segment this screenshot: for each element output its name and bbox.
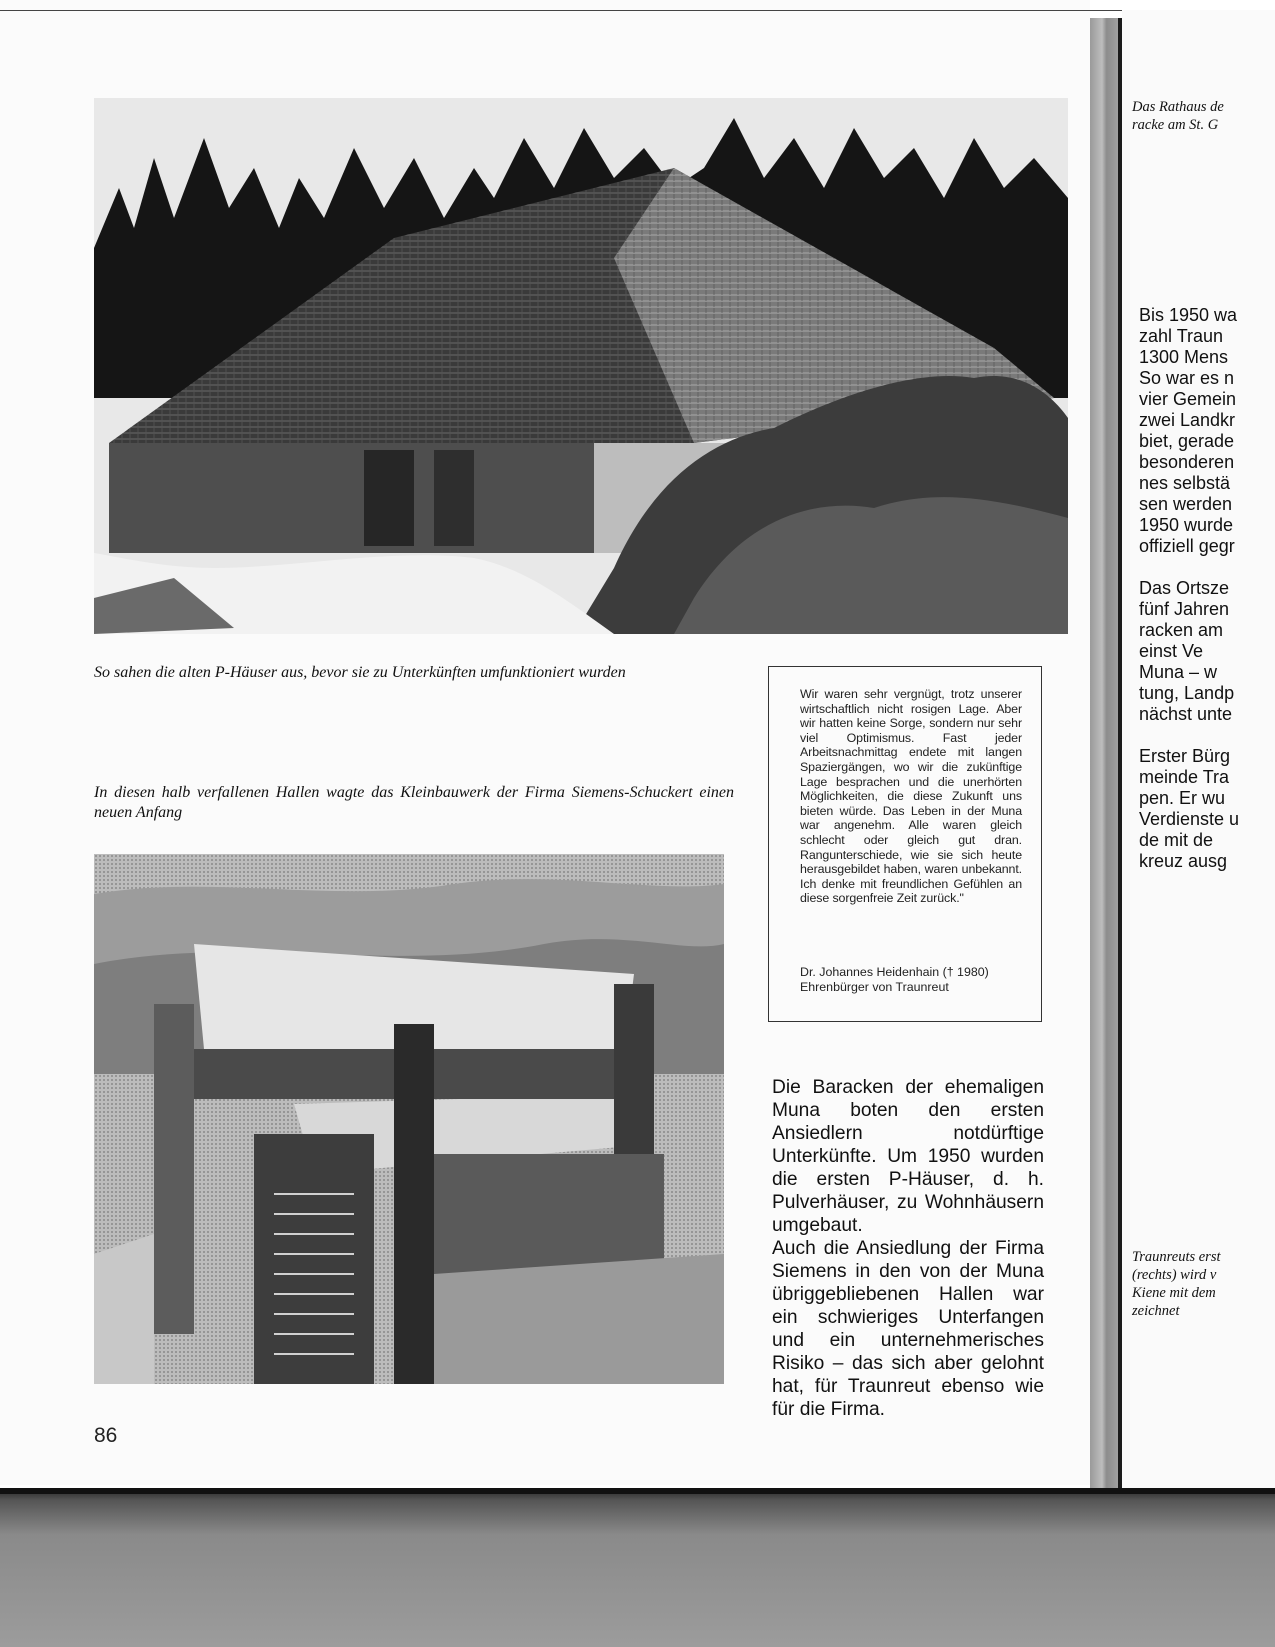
body-text <box>772 1076 1044 1421</box>
right-line: tung, Landp <box>1139 683 1235 703</box>
quote-author-title: Ehrenbürger von Traunreut <box>800 980 949 994</box>
right-line: de mit de <box>1139 830 1214 850</box>
right-line: Verdienste u <box>1139 809 1240 829</box>
right-line: nes selbstä <box>1139 473 1231 493</box>
quote-author <box>800 965 1030 995</box>
right-paragraph-2 <box>1139 578 1239 725</box>
scan-bottom-edge <box>0 1490 1275 1647</box>
page-number: 86 <box>94 1424 118 1447</box>
right-line: 1300 Mens <box>1139 347 1229 367</box>
photo-derelict-halls <box>94 854 724 1384</box>
right-line: Bis 1950 wa <box>1139 305 1238 325</box>
photo-old-powder-house <box>94 98 1068 634</box>
right-line: meinde Tra <box>1139 767 1230 787</box>
right-line: fünf Jahren <box>1139 599 1230 619</box>
right-caption-bottom-line: zeichnet <box>1132 1303 1180 1319</box>
right-caption-top-line: Das Rathaus de <box>1132 99 1224 115</box>
right-line: Muna – w <box>1139 662 1218 682</box>
right-line: zahl Traun <box>1139 326 1224 346</box>
right-paragraph-1 <box>1139 305 1239 557</box>
right-line: offiziell gegr <box>1139 536 1235 556</box>
right-line: biet, gerade <box>1139 431 1235 451</box>
quote-author-name: Dr. Johannes Heidenhain († 1980) <box>800 965 989 979</box>
right-line: pen. Er wu <box>1139 788 1226 808</box>
right-caption-bottom-line: (rechts) wird v <box>1132 1267 1217 1283</box>
right-line: 1950 wurde <box>1139 515 1234 535</box>
right-line: besonderen <box>1139 452 1235 472</box>
quote-text: Wir waren sehr vergnügt, trotz unserer wirtschaftlich nicht rosigen Lage. Aber wir hatten keine Sorge, sondern nur sehr viel Optimismus. Fast jeder Arbeitsnachmittag endete mit langen Spaziergängen, wo wir die zukünftige Lage besprachen und die unerhörten Möglichkeiten, die diese Zukunft uns bieten würde. Das Leben in der Muna war angenehm. Alle waren gleich schlecht oder gleich gut dran. Rangunterschiede, wie sie sich heute herausgebildet haben, waren unbekannt. Ich denke mit freundlichen Gefühlen an diese sorgenfreie Zeit zurück." <box>800 687 1022 906</box>
right-line: sen werden <box>1139 494 1233 514</box>
caption-top-photo: So sahen die alten P-Häuser aus, bevor sie zu Unterkünften umfunktioniert wurden <box>94 664 626 681</box>
right-line: einst Ve <box>1139 641 1204 661</box>
right-caption-bottom-line: Traunreuts erst <box>1132 1249 1221 1265</box>
top-edge <box>0 10 1275 11</box>
right-line: Erster Bürg <box>1139 746 1231 766</box>
right-line: zwei Landkr <box>1139 410 1236 430</box>
right-line: vier Gemein <box>1139 389 1237 409</box>
right-line: So war es n <box>1139 368 1235 388</box>
right-caption-top-line: racke am St. G <box>1132 117 1219 133</box>
scan-bottom-line <box>0 1488 1275 1494</box>
caption-bottom-photo: In diesen halb verfallenen Hallen wagte das Kleinbauwerk der Firma Siemens-Schuckert einen neuen Anfang <box>94 784 734 821</box>
right-paragraph-3 <box>1139 746 1239 872</box>
right-line: racken am <box>1139 620 1224 640</box>
right-caption-top <box>1132 98 1224 134</box>
right-caption-bottom <box>1132 1248 1221 1320</box>
right-line: nächst unte <box>1139 704 1233 724</box>
book-gutter <box>1090 18 1120 1490</box>
right-body-text <box>1139 305 1239 893</box>
right-page <box>1122 10 1275 1490</box>
body-paragraph-2: Auch die Ansiedlung der Firma Siemens in den von der Muna übriggebliebenen Hallen war ein schwieriges Unterfangen und ein unternehmerisches Risiko – das sich aber gelohnt hat, für Traunreut ebenso wie für die Firma. <box>772 1238 1044 1420</box>
right-caption-bottom-line: Kiene mit dem <box>1132 1285 1216 1301</box>
body-paragraph-1: Die Baracken der ehemaligen Muna boten den ersten Ansiedlern notdürftige Unterkünfte. Um 1950 wurden die ersten P-Häuser, d. h. Pulverhäuser, zu Wohnhäusern umgebaut. <box>772 1077 1044 1236</box>
right-line: Das Ortsze <box>1139 578 1230 598</box>
right-line: kreuz ausg <box>1139 851 1228 871</box>
